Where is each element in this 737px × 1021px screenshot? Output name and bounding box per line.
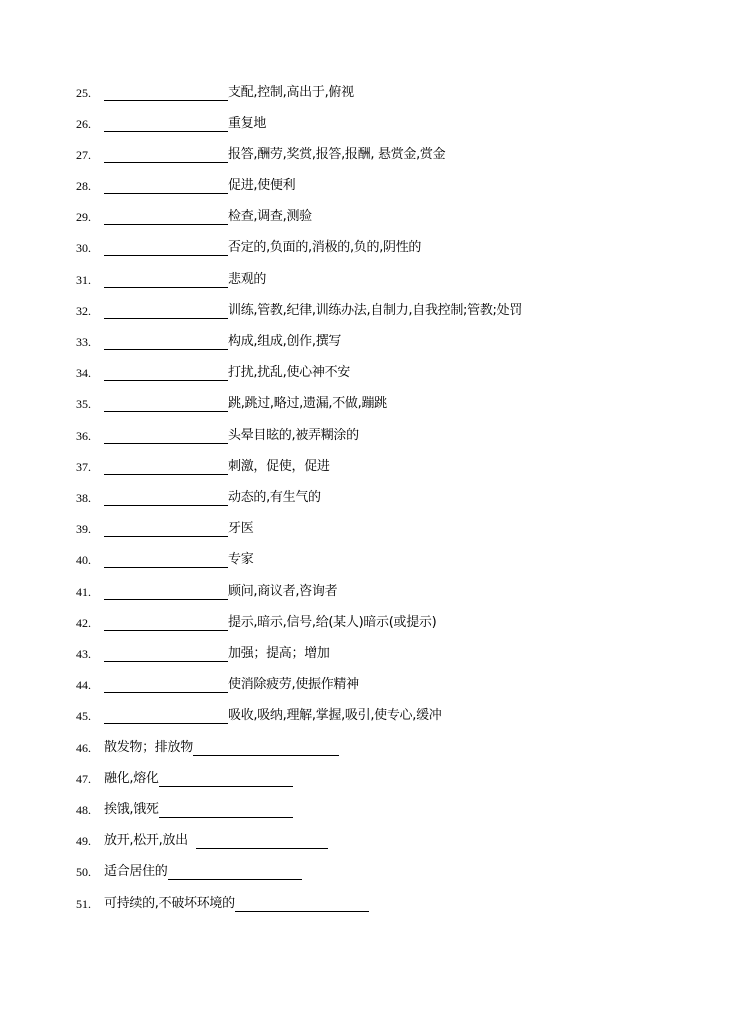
- item-number: 32.: [76, 304, 91, 318]
- answer-blank[interactable]: [104, 427, 228, 444]
- item-definition: 散发物；排放物: [104, 740, 193, 755]
- answer-blank[interactable]: [168, 863, 302, 880]
- item-definition: 支配,控制,高出于,俯视: [228, 85, 354, 100]
- answer-blank[interactable]: [104, 676, 228, 693]
- exercise-item-27: [76, 143, 716, 165]
- exercise-item-48: [76, 798, 716, 820]
- exercise-item-45: [76, 704, 716, 726]
- item-number: 27.: [76, 148, 91, 162]
- item-definition: 构成,组成,创作,撰写: [228, 334, 342, 349]
- item-number: 41.: [76, 585, 91, 599]
- item-number: 42.: [76, 616, 91, 630]
- exercise-item-41: [76, 580, 716, 602]
- exercise-item-35: [76, 392, 716, 414]
- answer-blank[interactable]: [104, 458, 228, 475]
- item-number: 43.: [76, 647, 91, 661]
- exercise-item-43: [76, 642, 716, 664]
- item-number: 33.: [76, 335, 91, 349]
- item-number: 28.: [76, 179, 91, 193]
- item-number: 45.: [76, 709, 91, 723]
- item-definition: 促进,使便利: [228, 178, 296, 193]
- item-definition: 提示,暗示,信号,给(某人)暗示(或提示): [228, 615, 437, 630]
- item-number: 35.: [76, 397, 91, 411]
- item-definition: 报答,酬劳,奖赏,报答,报酬, 悬赏金,赏金: [228, 147, 446, 162]
- exercise-item-51: [76, 892, 716, 914]
- item-definition: 训练,管教,纪律,训练办法,自制力,自我控制;管教;处罚: [228, 303, 523, 318]
- answer-blank[interactable]: [104, 84, 228, 101]
- item-number: 47.: [76, 772, 91, 786]
- item-number: 49.: [76, 834, 91, 848]
- item-definition: 顾问,商议者,咨询者: [228, 584, 338, 599]
- item-number: 29.: [76, 210, 91, 224]
- answer-blank[interactable]: [104, 583, 228, 600]
- item-definition: 可持续的,不破坏环境的: [104, 896, 235, 911]
- answer-blank[interactable]: [104, 271, 228, 288]
- item-definition: 打扰,扰乱,使心神不安: [228, 365, 350, 380]
- item-definition: 挨饿,饿死: [104, 802, 159, 817]
- answer-blank[interactable]: [104, 707, 228, 724]
- answer-blank[interactable]: [104, 395, 228, 412]
- item-number: 26.: [76, 117, 91, 131]
- exercise-item-36: [76, 424, 716, 446]
- item-number: 44.: [76, 678, 91, 692]
- item-definition: 牙医: [228, 521, 254, 536]
- exercise-item-32: [76, 299, 716, 321]
- exercise-item-42: [76, 611, 716, 633]
- exercise-item-28: [76, 174, 716, 196]
- answer-blank[interactable]: [104, 645, 228, 662]
- item-number: 30.: [76, 241, 91, 255]
- exercise-item-26: [76, 112, 716, 134]
- item-number: 34.: [76, 366, 91, 380]
- answer-blank[interactable]: [104, 333, 228, 350]
- item-definition: 跳,跳过,略过,遗漏,不做,蹦跳: [228, 396, 387, 411]
- exercise-item-47: [76, 767, 716, 789]
- answer-blank[interactable]: [104, 177, 228, 194]
- exercise-item-33: [76, 330, 716, 352]
- answer-blank[interactable]: [104, 239, 228, 256]
- item-definition: 使消除疲劳,使振作精神: [228, 677, 359, 692]
- answer-blank[interactable]: [104, 614, 228, 631]
- exercise-item-46: [76, 736, 716, 758]
- item-number: 48.: [76, 803, 91, 817]
- answer-blank[interactable]: [159, 770, 293, 787]
- item-number: 51.: [76, 897, 91, 911]
- answer-blank[interactable]: [104, 489, 228, 506]
- item-number: 37.: [76, 460, 91, 474]
- item-number: 31.: [76, 273, 91, 287]
- exercise-item-37: [76, 455, 716, 477]
- item-definition: 融化,熔化: [104, 771, 159, 786]
- item-number: 36.: [76, 429, 91, 443]
- exercise-item-34: [76, 361, 716, 383]
- item-definition: 专家: [228, 552, 254, 567]
- answer-blank[interactable]: [104, 520, 228, 537]
- item-number: 40.: [76, 553, 91, 567]
- item-number: 25.: [76, 86, 91, 100]
- item-definition: 否定的,负面的,消极的,负的,阴性的: [228, 240, 422, 255]
- answer-blank[interactable]: [104, 146, 228, 163]
- answer-blank[interactable]: [235, 895, 369, 912]
- item-definition: 动态的,有生气的: [228, 490, 321, 505]
- item-definition: 刺激，促使，促进: [228, 459, 330, 474]
- answer-blank[interactable]: [104, 302, 228, 319]
- item-number: 38.: [76, 491, 91, 505]
- item-number: 46.: [76, 741, 91, 755]
- item-definition: 放开,松开,放出: [104, 833, 188, 848]
- answer-blank[interactable]: [159, 801, 293, 818]
- exercise-item-50: [76, 860, 716, 882]
- item-number: 50.: [76, 865, 91, 879]
- item-definition: 吸收,吸纳,理解,掌握,吸引,使专心,缓冲: [228, 708, 442, 723]
- answer-blank[interactable]: [196, 832, 328, 849]
- item-definition: 加强；提高；增加: [228, 646, 330, 661]
- answer-blank[interactable]: [104, 208, 228, 225]
- exercise-item-38: [76, 486, 716, 508]
- answer-blank[interactable]: [104, 115, 228, 132]
- exercise-item-30: [76, 236, 716, 258]
- item-definition: 重复地: [228, 116, 267, 131]
- item-definition: 适合居住的: [104, 864, 168, 879]
- item-number: 39.: [76, 522, 91, 536]
- exercise-item-25: [76, 81, 716, 103]
- item-definition: 头晕目眩的,被弄糊涂的: [228, 428, 359, 443]
- exercise-item-29: [76, 205, 716, 227]
- exercise-item-39: [76, 517, 716, 539]
- item-definition: 悲观的: [228, 272, 267, 287]
- exercise-item-40: [76, 548, 716, 570]
- answer-blank[interactable]: [104, 551, 228, 568]
- exercise-item-31: [76, 268, 716, 290]
- exercise-item-49: [76, 829, 716, 851]
- item-definition: 检查,调查,测验: [228, 209, 312, 224]
- exercise-item-44: [76, 673, 716, 695]
- answer-blank[interactable]: [104, 364, 228, 381]
- answer-blank[interactable]: [193, 739, 339, 756]
